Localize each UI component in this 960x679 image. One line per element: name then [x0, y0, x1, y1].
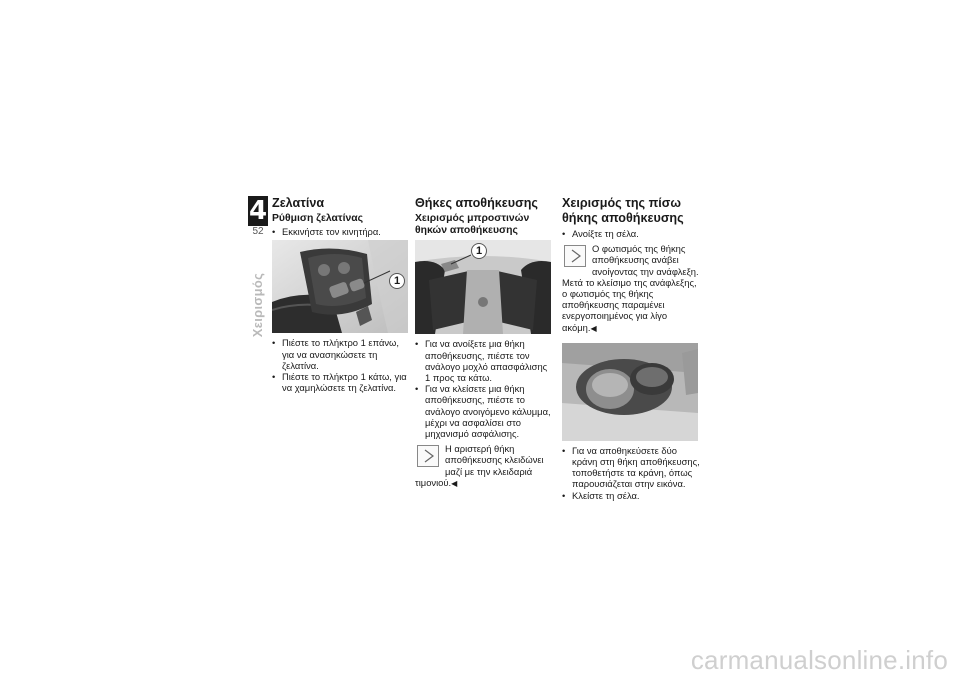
- note-text: Ο φωτισμός της θήκης αποθήκευσης ανάβει ανοίγοντας την ανάφλεξη.: [592, 243, 699, 277]
- section-title: Ζελατίνα: [272, 196, 325, 210]
- subsection-title: Ρύθμιση ζελατίνας: [272, 213, 364, 224]
- side-title: Χειρισμός: [250, 272, 265, 338]
- rear-storage-photo: [562, 343, 698, 441]
- section-title: Χειρισμός της πίσω θήκης αποθήκευσης: [562, 196, 684, 225]
- handlebar-switch-image: [272, 240, 408, 333]
- note-icon: [417, 445, 439, 467]
- note-block: [562, 243, 700, 277]
- callout-1: 1: [389, 273, 405, 289]
- front-storage-photo: [415, 240, 551, 334]
- bullet-list: [272, 226, 408, 237]
- bullet-list: [562, 445, 700, 501]
- column-windshield: [272, 196, 408, 393]
- paragraph-text: Μετά το κλείσιμο της ανάφλεξης, ο φωτισμός της θήκης αποθήκευσης παραμένει ενεργοποιημένος για λίγο ακόμη.: [562, 276, 697, 333]
- list-item: • Για να κλείσετε μια θήκη αποθήκευσης, πιέστε το ανάλογο ανοιγόμενο κάλυμμα, μέχρι να ασφαλίσει στο μηχανισμό ασφάλισης.: [415, 383, 551, 439]
- bullet-list: [272, 337, 408, 393]
- list-item: • Ανοίξτε τη σέλα.: [562, 228, 700, 239]
- end-marker: ◀: [590, 323, 597, 333]
- page-number: 52: [252, 226, 264, 237]
- list-item: • Κλείστε τη σέλα.: [562, 490, 700, 501]
- bullet-list: [415, 338, 551, 439]
- list-item: • Για να ανοίξετε μια θήκη αποθήκευσης, πιέστε τον ανάλογο μοχλό απασφάλισης 1 προς τα κάτω.: [415, 338, 551, 383]
- handlebar-switch-photo: [272, 240, 408, 333]
- list-item: • Πιέστε το πλήκτρο 1 κάτω, για να χαμηλώσετε τη ζελατίνα.: [272, 371, 408, 393]
- end-marker: ◀: [451, 478, 458, 488]
- list-item: • Πιέστε το πλήκτρο 1 επάνω, για να ανασηκώσετε τη ζελατίνα.: [272, 337, 408, 371]
- column-front-storage: [415, 196, 551, 489]
- chapter-number: 4: [248, 196, 268, 226]
- note-icon: [564, 245, 586, 267]
- section-title: Θήκες αποθήκευσης: [415, 196, 538, 210]
- list-item: • Για να αποθηκεύσετε δύο κράνη στη θήκη αποθήκευσης, τοποθετήστε τα κράνη, όπως παρουσιάζεται στην εικόνα.: [562, 445, 700, 490]
- callout-1: 1: [471, 243, 487, 259]
- watermark: carmanualsonline.info: [690, 645, 948, 675]
- rear-storage-image: [562, 343, 698, 441]
- list-item: • Εκκινήστε τον κινητήρα.: [272, 226, 408, 237]
- note-text: Η αριστερή θήκη αποθήκευσης κλειδώνει μαζί με την κλειδαριά τιμονιού.: [415, 443, 544, 488]
- subsection-title: Χειρισμός μπροστινών θηκών αποθήκευσης: [415, 213, 530, 237]
- note-block: [415, 443, 551, 489]
- bullet-list: [562, 228, 700, 239]
- column-rear-storage: [562, 196, 700, 501]
